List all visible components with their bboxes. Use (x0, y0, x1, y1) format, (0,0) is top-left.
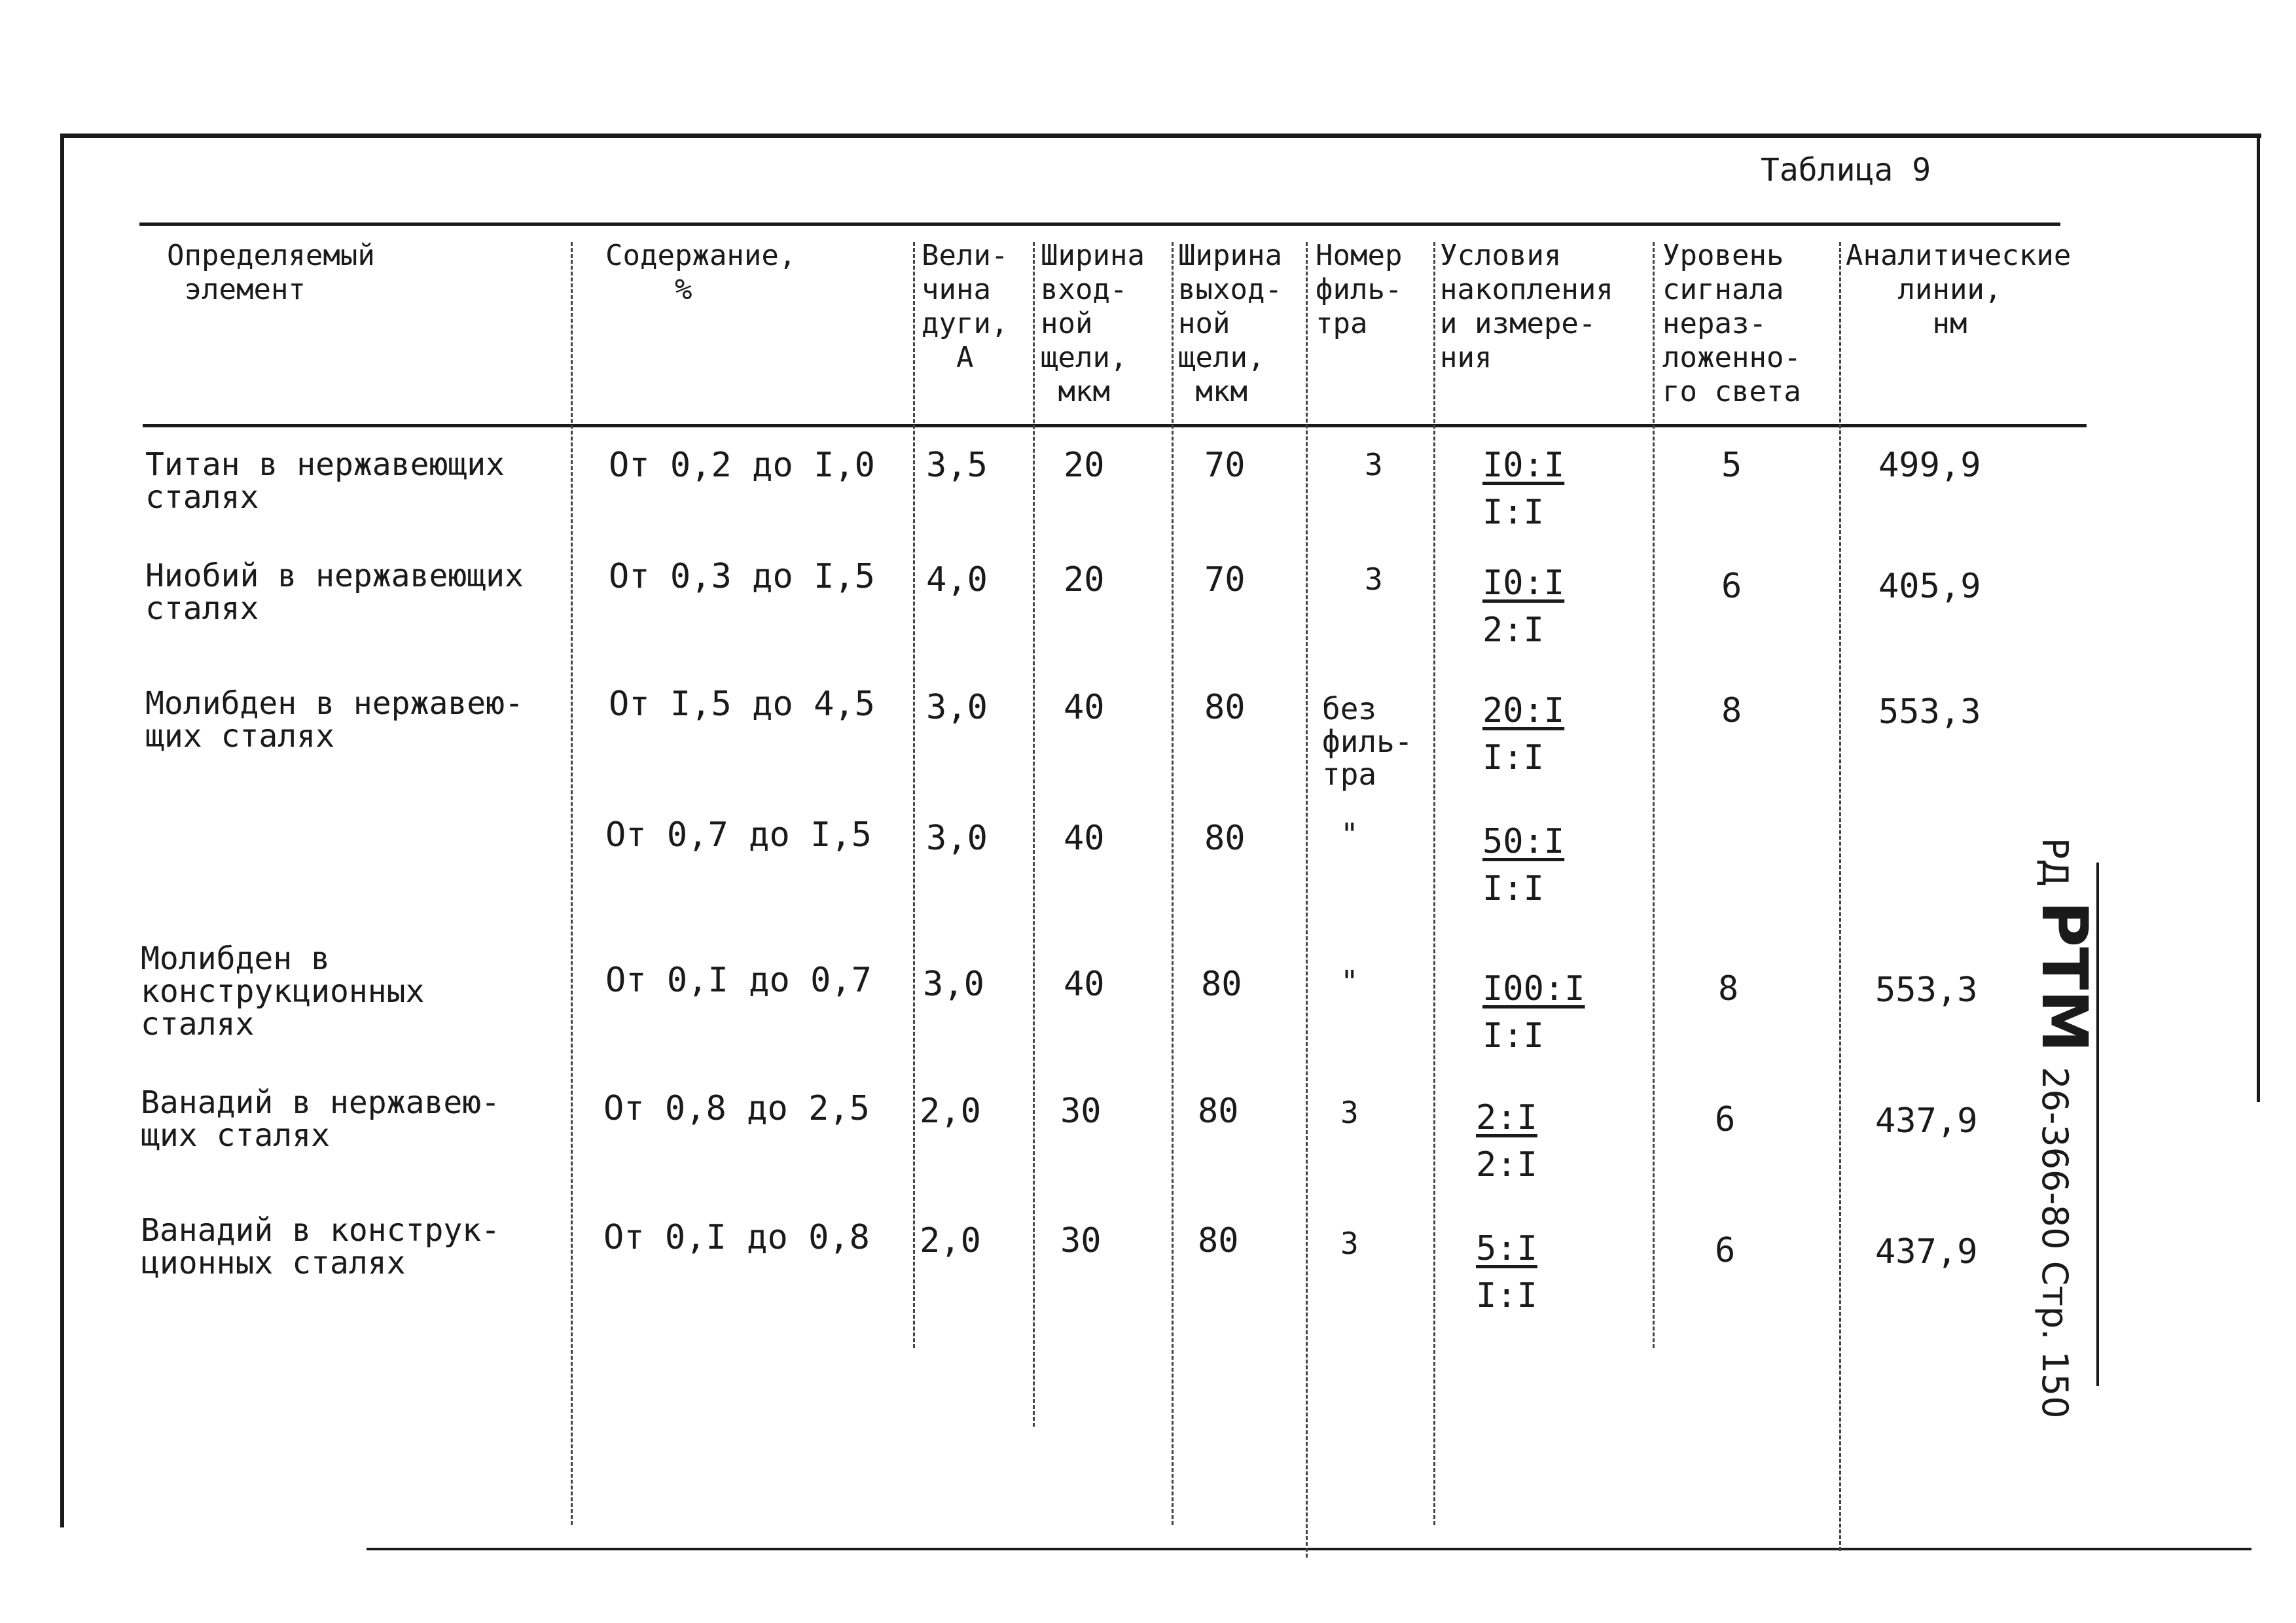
table-cell-element: Титан в нержавеющих сталях (145, 446, 505, 516)
table-cell-element: Ниобий в нержавеющих сталях (145, 558, 524, 627)
document-code-label (2009, 838, 2101, 1419)
table-cell-content: От 0,I до 0,8 (603, 1218, 870, 1257)
column-divider (1306, 242, 1308, 1558)
table-cell-line: 499,9 (1878, 446, 1981, 485)
document-prefix: РД (2034, 838, 2075, 887)
table-cell-entry-slit: 40 (1064, 688, 1105, 727)
ratio-measurement: I:I (1482, 869, 1544, 908)
ratio-measurement: 2:I (1482, 611, 1544, 650)
column-divider (571, 242, 573, 1525)
column-divider (913, 242, 915, 1348)
document-series: РТМ (2028, 901, 2101, 1053)
table-cell-entry-slit: 30 (1060, 1092, 1102, 1131)
header-exit-slit: Ширина выход- ной щели, мкм (1178, 239, 1282, 408)
table-cell-exit-slit: 70 (1204, 560, 1246, 599)
table-cell-content: От 0,3 до I,5 (609, 557, 875, 596)
header-top-rule (139, 223, 2060, 226)
header-signal: Уровень сигнала нераз- ложенно- го света (1662, 239, 1801, 408)
table-cell-arc: 3,0 (926, 819, 988, 858)
table-cell-ratio (1482, 560, 1564, 654)
table-cell-filter: 3 (1365, 447, 1383, 482)
table-cell-content: От 0,2 до I,0 (609, 446, 875, 485)
table-cell-element: Молибден в нержавею- щих сталях (145, 685, 524, 755)
frame-bottom-border (367, 1548, 2251, 1550)
ratio-accumulation: I00:I (1482, 969, 1585, 1008)
table-cell-content: От 0,I до 0,7 (605, 961, 872, 1000)
table-cell-exit-slit: 70 (1204, 446, 1246, 485)
ratio-accumulation: 20:I (1482, 691, 1565, 730)
header-lines: Аналитические линии, нм (1846, 239, 2072, 340)
document-number: 26-366-80 Стр. 150 (2034, 1067, 2075, 1419)
table-cell-entry-slit: 40 (1064, 965, 1105, 1004)
table-cell-filter: 3 (1365, 562, 1383, 597)
header-bottom-rule (143, 424, 2087, 427)
table-cell-ratio (1482, 965, 1585, 1060)
column-divider (1033, 242, 1035, 1427)
table-cell-signal: 5 (1721, 446, 1742, 485)
table-cell-exit-slit: 80 (1198, 1092, 1239, 1131)
table-cell-entry-slit: 40 (1064, 819, 1105, 858)
table-cell-content: От 0,8 до 2,5 (603, 1089, 870, 1128)
table-cell-arc: 2,0 (920, 1092, 981, 1131)
table-cell-ratio (1476, 1225, 1537, 1319)
table-cell-signal: 8 (1718, 969, 1739, 1008)
table-cell-filter: 3 (1340, 1095, 1359, 1130)
header-element: Определяемый элемент (167, 239, 375, 306)
table-cell-arc: 2,0 (920, 1221, 981, 1260)
table-cell-arc: 4,0 (926, 560, 988, 599)
table-cell-ratio (1482, 687, 1564, 781)
column-divider (1172, 242, 1174, 1525)
table-cell-content: От 0,7 до I,5 (605, 815, 872, 855)
frame-left-border (60, 134, 64, 1527)
column-divider (1433, 242, 1435, 1525)
table-cell-line: 553,3 (1878, 692, 1981, 732)
header-content: Содержание, % (605, 239, 797, 306)
frame-top-border (62, 134, 2261, 138)
table-cell-signal: 6 (1715, 1231, 1736, 1270)
column-divider (1839, 242, 1841, 1551)
ratio-accumulation: 5:I (1476, 1229, 1537, 1268)
table-cell-exit-slit: 80 (1204, 819, 1246, 858)
table-cell-exit-slit: 80 (1201, 965, 1242, 1004)
ratio-measurement: I:I (1482, 1016, 1544, 1056)
table-cell-filter: 3 (1340, 1226, 1359, 1261)
table-cell-element: Ванадий в конструк- ционных сталях (141, 1212, 501, 1281)
ratio-measurement: I:I (1476, 1276, 1537, 1315)
frame-right-border (2257, 134, 2260, 1102)
table-cell-signal: 6 (1715, 1100, 1736, 1139)
ratio-measurement: 2:I (1476, 1145, 1537, 1185)
table-cell-arc: 3,5 (926, 446, 988, 485)
table-cell-filter: без филь- тра (1322, 691, 1413, 792)
table-cell-line: 437,9 (1875, 1101, 1978, 1141)
table-cell-element: Ванадий в нержавею- щих сталях (141, 1084, 501, 1154)
ratio-accumulation: I0:I (1482, 446, 1565, 485)
header-filter: Номер филь- тра (1316, 239, 1403, 340)
table-cell-exit-slit: 80 (1198, 1221, 1239, 1260)
table-caption: Таблица 9 (1761, 152, 1931, 188)
header-entry-slit: Ширина вход- ной щели, мкм (1041, 239, 1145, 408)
table-cell-exit-slit: 80 (1204, 688, 1246, 727)
header-arc: Вели- чина дуги, А (922, 239, 1009, 374)
table-cell-arc: 3,0 (926, 688, 988, 727)
table-cell-content: От I,5 до 4,5 (609, 685, 875, 724)
table-cell-filter: " (1340, 817, 1359, 852)
table-cell-entry-slit: 20 (1064, 446, 1105, 485)
table-cell-line: 437,9 (1875, 1232, 1978, 1272)
table-cell-ratio (1482, 818, 1564, 912)
table-cell-entry-slit: 30 (1060, 1221, 1102, 1260)
table-cell-line: 405,9 (1878, 567, 1981, 606)
ratio-accumulation: 50:I (1482, 822, 1565, 861)
ratio-accumulation: I0:I (1482, 563, 1565, 603)
table-cell-filter: " (1340, 964, 1359, 999)
table-cell-signal: 6 (1721, 567, 1742, 606)
table-cell-arc: 3,0 (923, 965, 984, 1004)
ratio-measurement: I:I (1482, 738, 1544, 777)
ratio-measurement: I:I (1482, 493, 1544, 532)
header-accumulation: Условия накопления и измере- ния (1440, 239, 1613, 374)
table-cell-line: 553,3 (1875, 971, 1978, 1010)
column-divider (1653, 242, 1655, 1348)
table-cell-entry-slit: 20 (1064, 560, 1105, 599)
table-cell-signal: 8 (1721, 691, 1742, 730)
table-cell-element: Молибден в конструкционных сталях (141, 940, 425, 1043)
table-cell-ratio (1482, 442, 1564, 536)
table-cell-ratio (1476, 1094, 1537, 1188)
ratio-accumulation: 2:I (1476, 1098, 1537, 1137)
